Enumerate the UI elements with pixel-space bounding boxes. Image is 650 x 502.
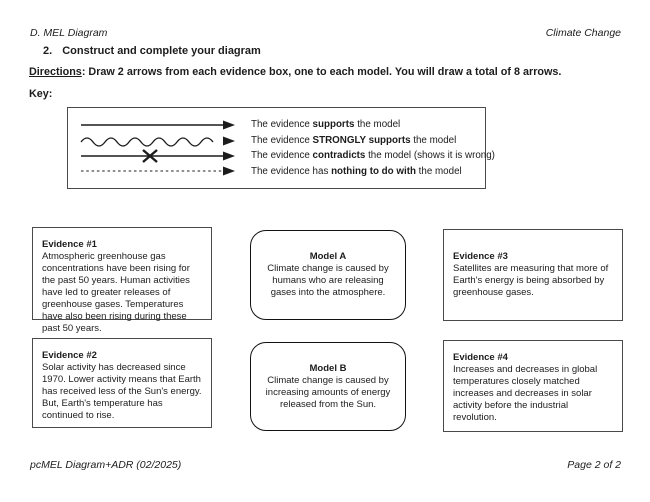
key-label: Key: (29, 88, 53, 100)
directions-text: : Draw 2 arrows from each evidence box, one to each model. You will draw a total of 8 arrows. (81, 66, 562, 78)
evidence-3-body: Satellites are measuring that more of Earth's energy is being absorbed by greenhouse gases. (453, 263, 609, 298)
evidence-2-box (32, 338, 212, 428)
key-row-label: The evidence STRONGLY supports the model (251, 134, 457, 146)
footer-page-number: Page 2 of 2 (567, 459, 621, 471)
wavy-arrow-icon (79, 132, 239, 148)
evidence-1-body: Atmospheric greenhouse gas concentrations have been rising for the past 50 years. Human activities have led to greater releases of greenhouse gases. Temperatures have also been rising during these past 50 years. (42, 251, 190, 334)
evidence-2-body: Solar activity has decreased since 1970. Lower activity means that Earth has received less of the Sun's energy. But, Earth's temperature has continued to rise. (42, 362, 202, 421)
key-row-strongly-supports (79, 133, 485, 148)
evidence-1-box (32, 227, 212, 334)
section-heading (43, 45, 261, 57)
crossed-arrow-icon (79, 148, 239, 164)
section-number: 2. (43, 45, 53, 57)
solid-arrow-icon (79, 117, 239, 133)
evidence-3-title: Evidence #3 (453, 251, 508, 262)
header-topic: Climate Change (545, 27, 621, 39)
model-a-box (250, 230, 406, 320)
key-row-label: The evidence supports the model (251, 119, 401, 130)
key-row-supports (79, 117, 485, 132)
footer-document-id: pcMEL Diagram+ADR (02/2025) (30, 459, 182, 471)
dashed-arrow-icon (79, 163, 239, 179)
header-document-title: D. MEL Diagram (30, 27, 108, 39)
evidence-4-title: Evidence #4 (453, 352, 508, 363)
evidence-4-body: Increases and decreases in global temperatures closely matched increases and decreases in solar activity before the industrial revolution. (453, 364, 598, 423)
key-row-contradicts (79, 148, 495, 163)
evidence-4-box (443, 340, 623, 432)
key-row-nothing (79, 164, 485, 179)
model-a-title: Model A (309, 251, 347, 262)
model-b-body: Climate change is caused by increasing amounts of energy released from the Sun. (265, 374, 391, 410)
key-box (67, 107, 495, 189)
evidence-1-title: Evidence #1 (42, 239, 97, 250)
model-b-title: Model B (309, 362, 347, 374)
directions-label: Directions (29, 66, 82, 78)
model-b-box (250, 342, 406, 431)
key-row-label: The evidence contradicts the model (shows it is wrong) (251, 150, 495, 162)
evidence-3-box (443, 229, 623, 321)
section-title: Construct and complete your diagram (62, 45, 261, 57)
model-a-body: Climate change is caused by humans who are releasing gases into the atmosphere. (267, 263, 389, 298)
key-row-label: The evidence has nothing to do with the model (251, 165, 462, 177)
directions-line (29, 66, 561, 78)
evidence-2-title: Evidence #2 (42, 350, 97, 361)
